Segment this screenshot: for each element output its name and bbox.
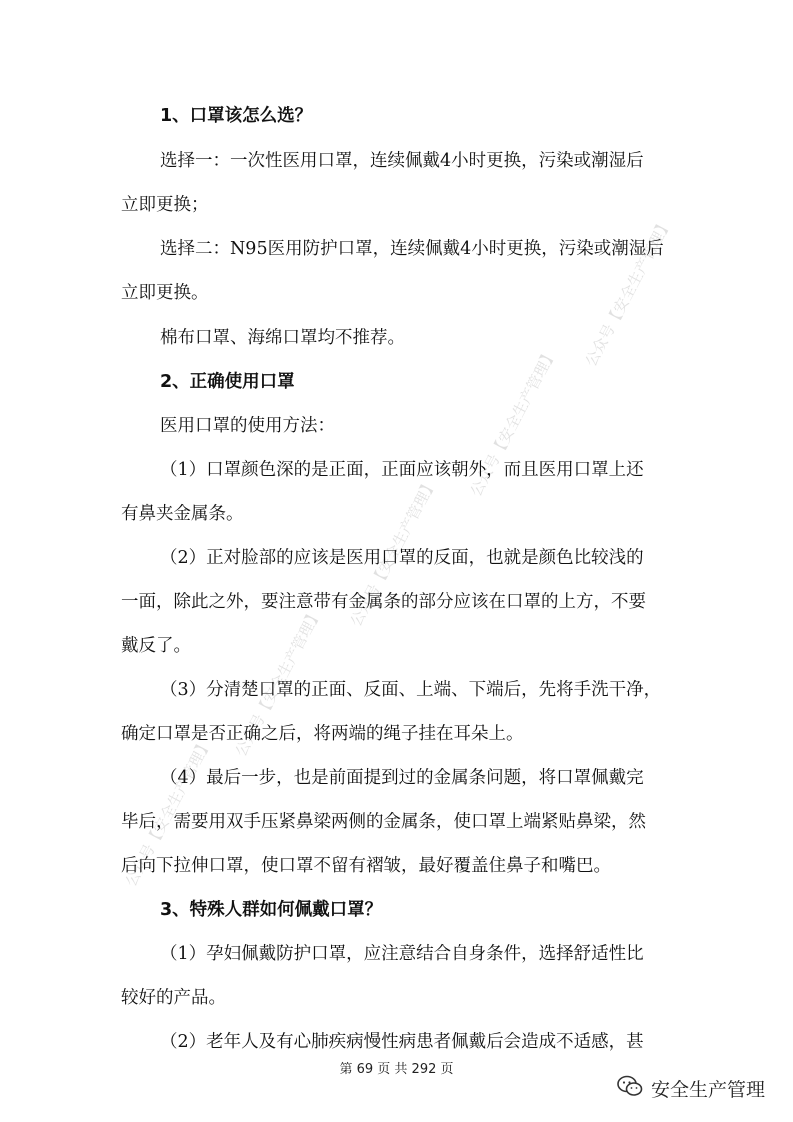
body-line: 确定口罩是否正确之后，将两端的绳子挂在耳朵上。 — [121, 724, 524, 744]
body-line: 棉布口罩、海绵口罩均不推荐。 — [160, 328, 405, 348]
section-heading-1: 1、口罩该怎么选？ — [160, 106, 313, 126]
brand-badge — [617, 1073, 765, 1103]
watermark: 公众号【安全生产管理】 — [346, 475, 441, 630]
body-line: （2）正对脸部的应该是医用口罩的反面，也就是颜色比较浅的 — [160, 548, 644, 568]
wechat-icon — [617, 1075, 651, 1102]
section-heading-3: 3、特殊人群如何佩戴口罩？ — [160, 900, 383, 920]
body-line: 有鼻夹金属条。 — [121, 504, 244, 524]
body-line: 较好的产品。 — [121, 988, 226, 1008]
brand-name: 安全生产管理 — [651, 1078, 766, 1101]
page-number: 第 69 页 共 292 页 — [339, 1062, 454, 1077]
body-line: 后向下拉伸口罩，使口罩不留有褶皱，最好覆盖住鼻子和嘴巴。 — [121, 856, 611, 876]
body-line: （4）最后一步，也是前面提到过的金属条问题，将口罩佩戴完 — [160, 768, 644, 788]
body-line: （2）老年人及有心肺疾病慢性病患者佩戴后会造成不适感，甚 — [160, 1032, 644, 1052]
body-line: 选择二：N95医用防护口罩，连续佩戴4小时更换，污染或潮湿后 — [160, 239, 664, 259]
body-line: 选择一：一次性医用口罩，连续佩戴4小时更换，污染或潮湿后 — [160, 151, 644, 171]
watermark: 公众号【安全生产管理】 — [466, 345, 561, 500]
watermark: 公众号【安全生产管理】 — [121, 735, 216, 890]
body-line: 一面，除此之外，要注意带有金属条的部分应该在口罩的上方，不要 — [121, 592, 646, 612]
body-line: （1）孕妇佩戴防护口罩，应注意结合自身条件，选择舒适性比 — [160, 944, 644, 964]
body-line: （3）分清楚口罩的正面、反面、上端、下端后，先将手洗干净， — [160, 680, 662, 700]
body-line: 毕后，需要用双手压紧鼻梁两侧的金属条，使口罩上端紧贴鼻梁，然 — [121, 812, 646, 832]
body-line: 戴反了。 — [121, 636, 191, 656]
body-line: 立即更换。 — [121, 283, 209, 303]
body-line: 医用口罩的使用方法： — [160, 416, 335, 436]
body-line: 立即更换； — [121, 195, 209, 215]
watermark: 公众号【安全生产管理】 — [231, 605, 326, 760]
section-heading-2: 2、正确使用口罩 — [160, 372, 295, 392]
watermark: 公众号【安全生产管理】 — [581, 215, 676, 370]
body-line: （1）口罩颜色深的是正面，正面应该朝外，而且医用口罩上还 — [160, 460, 644, 480]
